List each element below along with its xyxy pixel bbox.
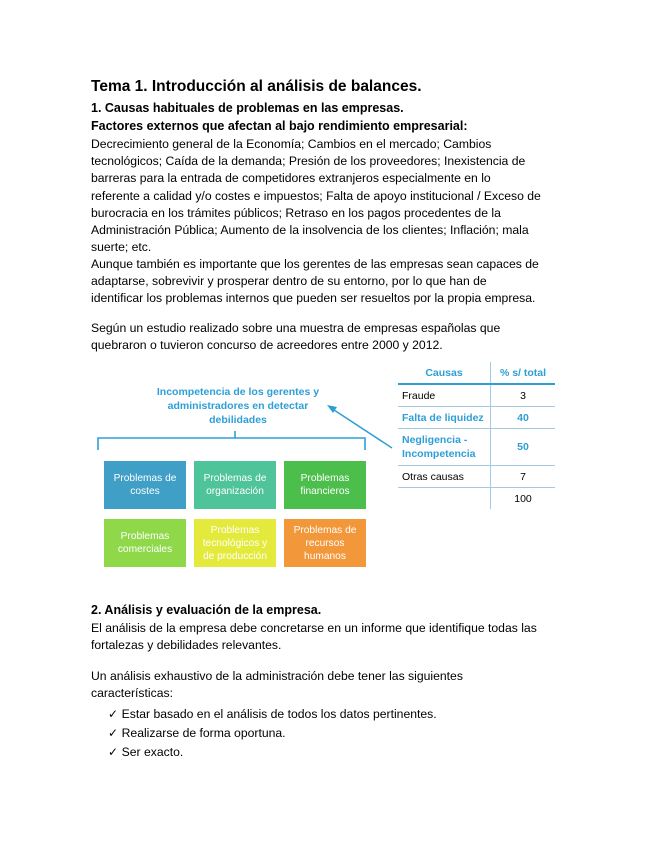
text-line: referente a calidad y/o costes e impuestos; Falta de apoyo institucional / Exceso de: [91, 188, 541, 203]
text-line: Administración Pública; Aumento de la insolvencia de los clientes; Inflación; mala: [91, 223, 529, 238]
section-1-subheading: Factores externos que afectan al bajo rendimiento empresarial:: [91, 119, 468, 133]
table-cell: 50: [491, 429, 556, 466]
box-line: Problemas de: [293, 524, 357, 536]
checklist-item-text: Realizarse de forma oportuna.: [121, 726, 286, 740]
table-cell: 7: [491, 466, 556, 488]
text-line: adaptarse, sobrevivir y prosperar dentro de su entorno, por lo que han de: [91, 274, 487, 289]
group-bracket: [98, 438, 365, 450]
section-1-heading: 1. Causas habituales de problemas en las empresas.: [91, 101, 404, 115]
box-line: recursos: [305, 537, 345, 549]
table-cell: 3: [491, 384, 556, 407]
box-line: Problemas: [120, 531, 170, 542]
checklist-item-text: Ser exacto.: [121, 745, 184, 759]
text-line: Un análisis exhaustivo de la administración debe tener las siguientes: [91, 669, 463, 683]
text-line: Según un estudio realizado sobre una muestra de empresas españolas que: [91, 321, 501, 335]
diagram-callout: [152, 385, 324, 427]
callout-line: Incompetencia de los gerentes y: [156, 386, 320, 398]
table-cell: 100: [491, 488, 556, 510]
table-row: [398, 429, 555, 466]
box-problemas-costes: [104, 461, 186, 509]
causes-table: [398, 362, 555, 509]
callout-line: debilidades: [209, 414, 267, 426]
check-icon: ✓: [108, 707, 119, 721]
callout-line: administradores en detectar: [167, 400, 309, 412]
box-problemas-comerciales: [104, 519, 186, 567]
box-line: organización: [206, 486, 264, 497]
checklist-item: [108, 705, 437, 724]
box-problemas-organizacion: [194, 461, 276, 509]
box-line: Problemas: [210, 524, 260, 536]
box-line: Problemas de: [203, 473, 267, 484]
text-line: barreras para la entrada de competidores extranjeros especialmente en lo: [91, 171, 491, 186]
box-line: humanos: [304, 550, 346, 562]
box-line: costes: [130, 486, 160, 497]
page-title: Tema 1. Introducción al análisis de balances.: [91, 78, 422, 95]
table-header-row: [398, 362, 555, 384]
table-row: [398, 407, 555, 429]
box-line: Problemas de: [113, 473, 177, 484]
box-problemas-tecnologicos: [194, 519, 276, 567]
text-line: burocracia en los trámites públicos; Retraso en los pagos procedentes de la: [91, 205, 501, 220]
table-header: % s/ total: [491, 362, 556, 384]
table-total-row: [398, 488, 555, 510]
table-header: Causas: [398, 362, 491, 384]
table-cell: Negligencia - Incompetencia: [398, 429, 491, 466]
table-cell: Fraude: [398, 384, 491, 407]
checklist-item-text: Estar basado en el análisis de todos los datos pertinentes.: [121, 707, 437, 721]
text-line: suerte; etc.: [91, 240, 152, 255]
table-cell: [398, 488, 491, 510]
checklist-item: [108, 724, 437, 743]
check-icon: ✓: [108, 726, 119, 740]
box-line: Problemas: [300, 473, 350, 484]
callout-arrow-line: [331, 408, 392, 448]
box-line: de producción: [202, 550, 267, 562]
section-2-heading: 2. Análisis y evaluación de la empresa.: [91, 603, 322, 617]
text-line: identificar los problemas internos que pueden ser resueltos por la propia empresa.: [91, 291, 536, 306]
text-line: Aunque también es importante que los gerentes de las empresas sean capaces de: [91, 257, 539, 271]
box-line: tecnológicos y: [202, 537, 268, 549]
text-line: quebraron o tuvieron concurso de acreedores entre 2000 y 2012.: [91, 338, 443, 353]
table-cell: Falta de liquidez: [398, 407, 491, 429]
checklist-item: [108, 743, 437, 762]
box-problemas-financieros: [284, 461, 366, 509]
text-line: tecnológicos; Caída de la demanda; Presión de los proveedores; Inexistencia de: [91, 154, 526, 169]
box-line: financieros: [300, 486, 350, 497]
box-line: comerciales: [117, 544, 173, 555]
table-row: [398, 384, 555, 407]
check-icon: ✓: [108, 745, 119, 759]
table-cell: 40: [491, 407, 556, 429]
text-line: fortalezas y debilidades relevantes.: [91, 638, 282, 653]
table-row: [398, 466, 555, 488]
text-line: El análisis de la empresa debe concretarse en un informe que identifique todas las: [91, 621, 537, 635]
box-problemas-recursos-humanos: [284, 519, 366, 567]
text-line: características:: [91, 686, 173, 701]
requirements-checklist: [108, 705, 437, 762]
text-line: Decrecimiento general de la Economía; Cambios en el mercado; Cambios: [91, 137, 492, 151]
table-cell: Otras causas: [398, 466, 491, 488]
